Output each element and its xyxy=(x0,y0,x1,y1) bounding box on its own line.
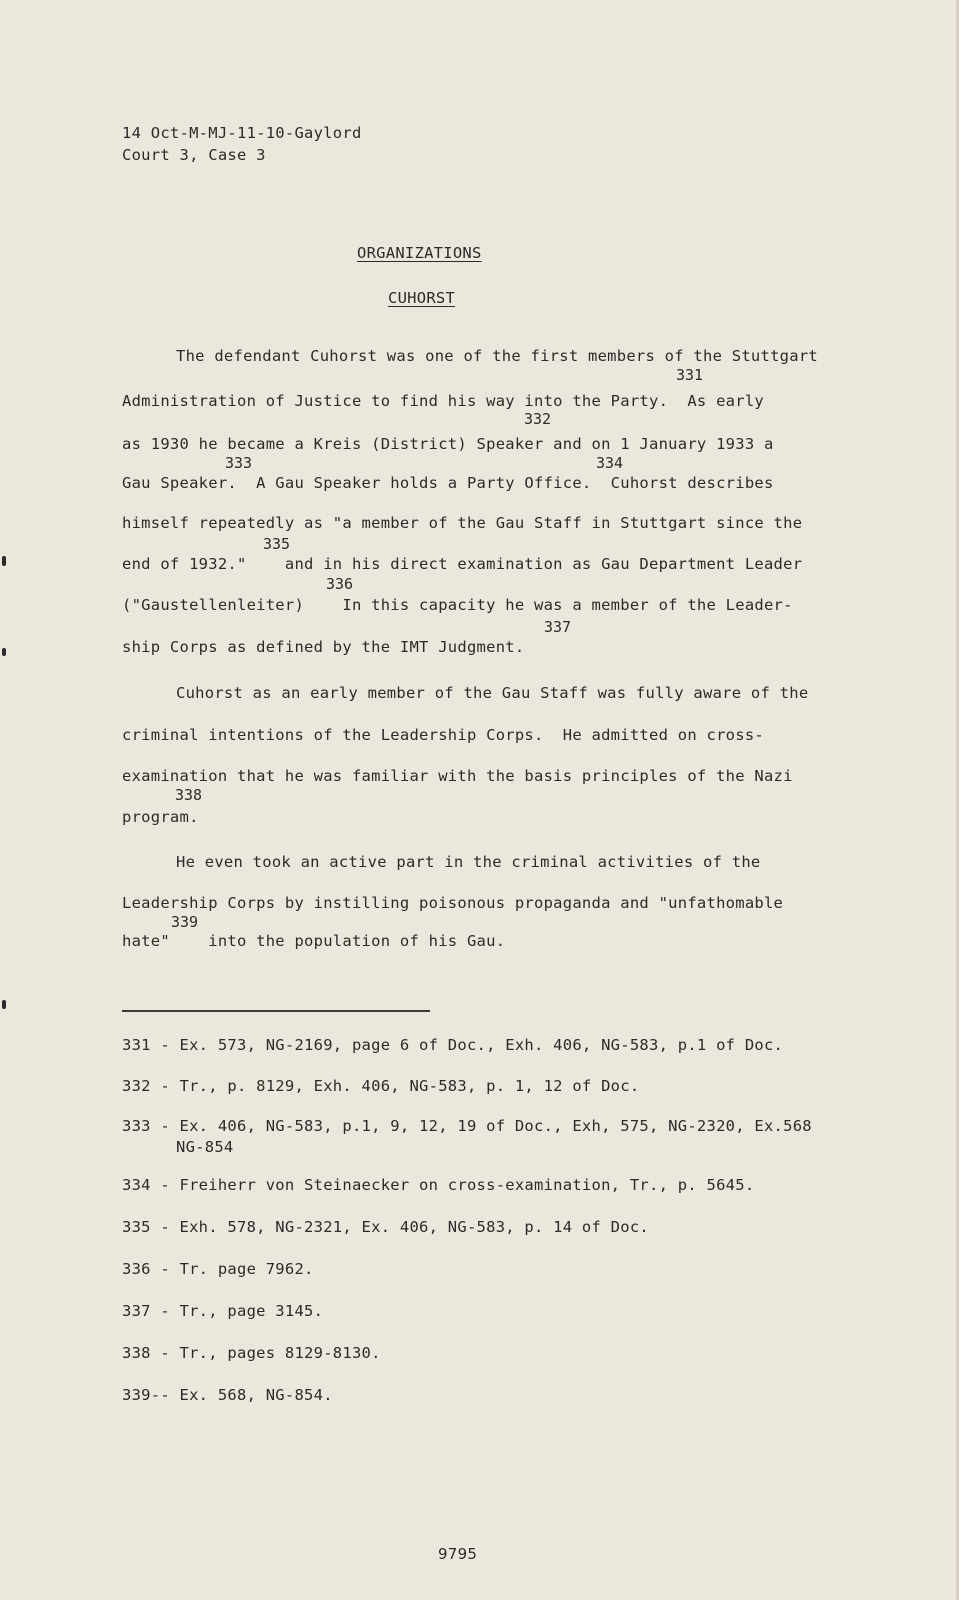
paragraph-3-line-1: He even took an active part in the criminal activities of the xyxy=(176,853,761,871)
footnote-ref-339: 339 xyxy=(171,913,199,931)
footnote-ref-335: 335 xyxy=(263,535,291,553)
paragraph-1-line-6: end of 1932." and in his direct examination as Gau Department Leader xyxy=(122,555,803,573)
paragraph-2-line-2: criminal intentions of the Leadership Corps. He admitted on cross- xyxy=(122,726,764,744)
paragraph-2-line-4: program. xyxy=(122,808,199,826)
section-heading: ORGANIZATIONS xyxy=(357,244,482,262)
paragraph-1-line-8: ship Corps as defined by the IMT Judgment. xyxy=(122,638,525,656)
footnote-ref-334: 334 xyxy=(596,454,624,472)
footnote-ref-338: 338 xyxy=(175,786,203,804)
paragraph-1-line-2: Administration of Justice to find his way into the Party. As early xyxy=(122,392,764,410)
footnote-336: 336 - Tr. page 7962. xyxy=(122,1260,314,1278)
footnote-334: 334 - Freiherr von Steinaecker on cross-examination, Tr., p. 5645. xyxy=(122,1176,755,1194)
footnote-335: 335 - Exh. 578, NG-2321, Ex. 406, NG-583, p. 14 of Doc. xyxy=(122,1218,649,1236)
paragraph-1-line-3: as 1930 he became a Kreis (District) Speaker and on 1 January 1933 a xyxy=(122,435,774,453)
document-reference: 14 Oct-M-MJ-11-10-Gaylord xyxy=(122,124,362,142)
footnote-ref-332: 332 xyxy=(524,410,552,428)
paragraph-2-line-3: examination that he was familiar with the basis principles of the Nazi xyxy=(122,767,793,785)
paragraph-3-line-2: Leadership Corps by instilling poisonous propaganda and "unfathomable xyxy=(122,894,784,912)
footnote-ref-336: 336 xyxy=(326,575,354,593)
footnote-separator xyxy=(122,1010,430,1012)
paragraph-3-line-3: hate" into the population of his Gau. xyxy=(122,932,506,950)
footnote-332: 332 - Tr., p. 8129, Exh. 406, NG-583, p. 1, 12 of Doc. xyxy=(122,1077,640,1095)
paragraph-2-line-1: Cuhorst as an early member of the Gau Staff was fully aware of the xyxy=(176,684,809,702)
binding-mark xyxy=(2,1000,6,1009)
binding-mark xyxy=(2,556,6,566)
court-case-line: Court 3, Case 3 xyxy=(122,146,266,164)
footnote-339: 339-- Ex. 568, NG-854. xyxy=(122,1386,333,1404)
paragraph-1-line-4: Gau Speaker. A Gau Speaker holds a Party Office. Cuhorst describes xyxy=(122,474,774,492)
footnote-337: 337 - Tr., page 3145. xyxy=(122,1302,324,1320)
page-number: 9795 xyxy=(438,1545,478,1563)
binding-mark xyxy=(2,648,6,656)
paragraph-1-line-7: ("Gaustellenleiter) In this capacity he was a member of the Leader- xyxy=(122,596,793,614)
footnote-338: 338 - Tr., pages 8129-8130. xyxy=(122,1344,381,1362)
footnote-ref-331: 331 xyxy=(676,366,704,384)
footnote-ref-337: 337 xyxy=(544,618,572,636)
paragraph-1-line-5: himself repeatedly as "a member of the Gau Staff in Stuttgart since the xyxy=(122,514,803,532)
footnote-333: 333 - Ex. 406, NG-583, p.1, 9, 12, 19 of Doc., Exh, 575, NG-2320, Ex.568 xyxy=(122,1117,812,1135)
footnote-333-continuation: NG-854 xyxy=(176,1138,234,1156)
paragraph-1-line-1: The defendant Cuhorst was one of the first members of the Stuttgart xyxy=(176,347,818,365)
footnote-331: 331 - Ex. 573, NG-2169, page 6 of Doc., Exh. 406, NG-583, p.1 of Doc. xyxy=(122,1036,784,1054)
footnote-ref-333: 333 xyxy=(225,454,253,472)
subject-heading: CUHORST xyxy=(388,289,456,307)
